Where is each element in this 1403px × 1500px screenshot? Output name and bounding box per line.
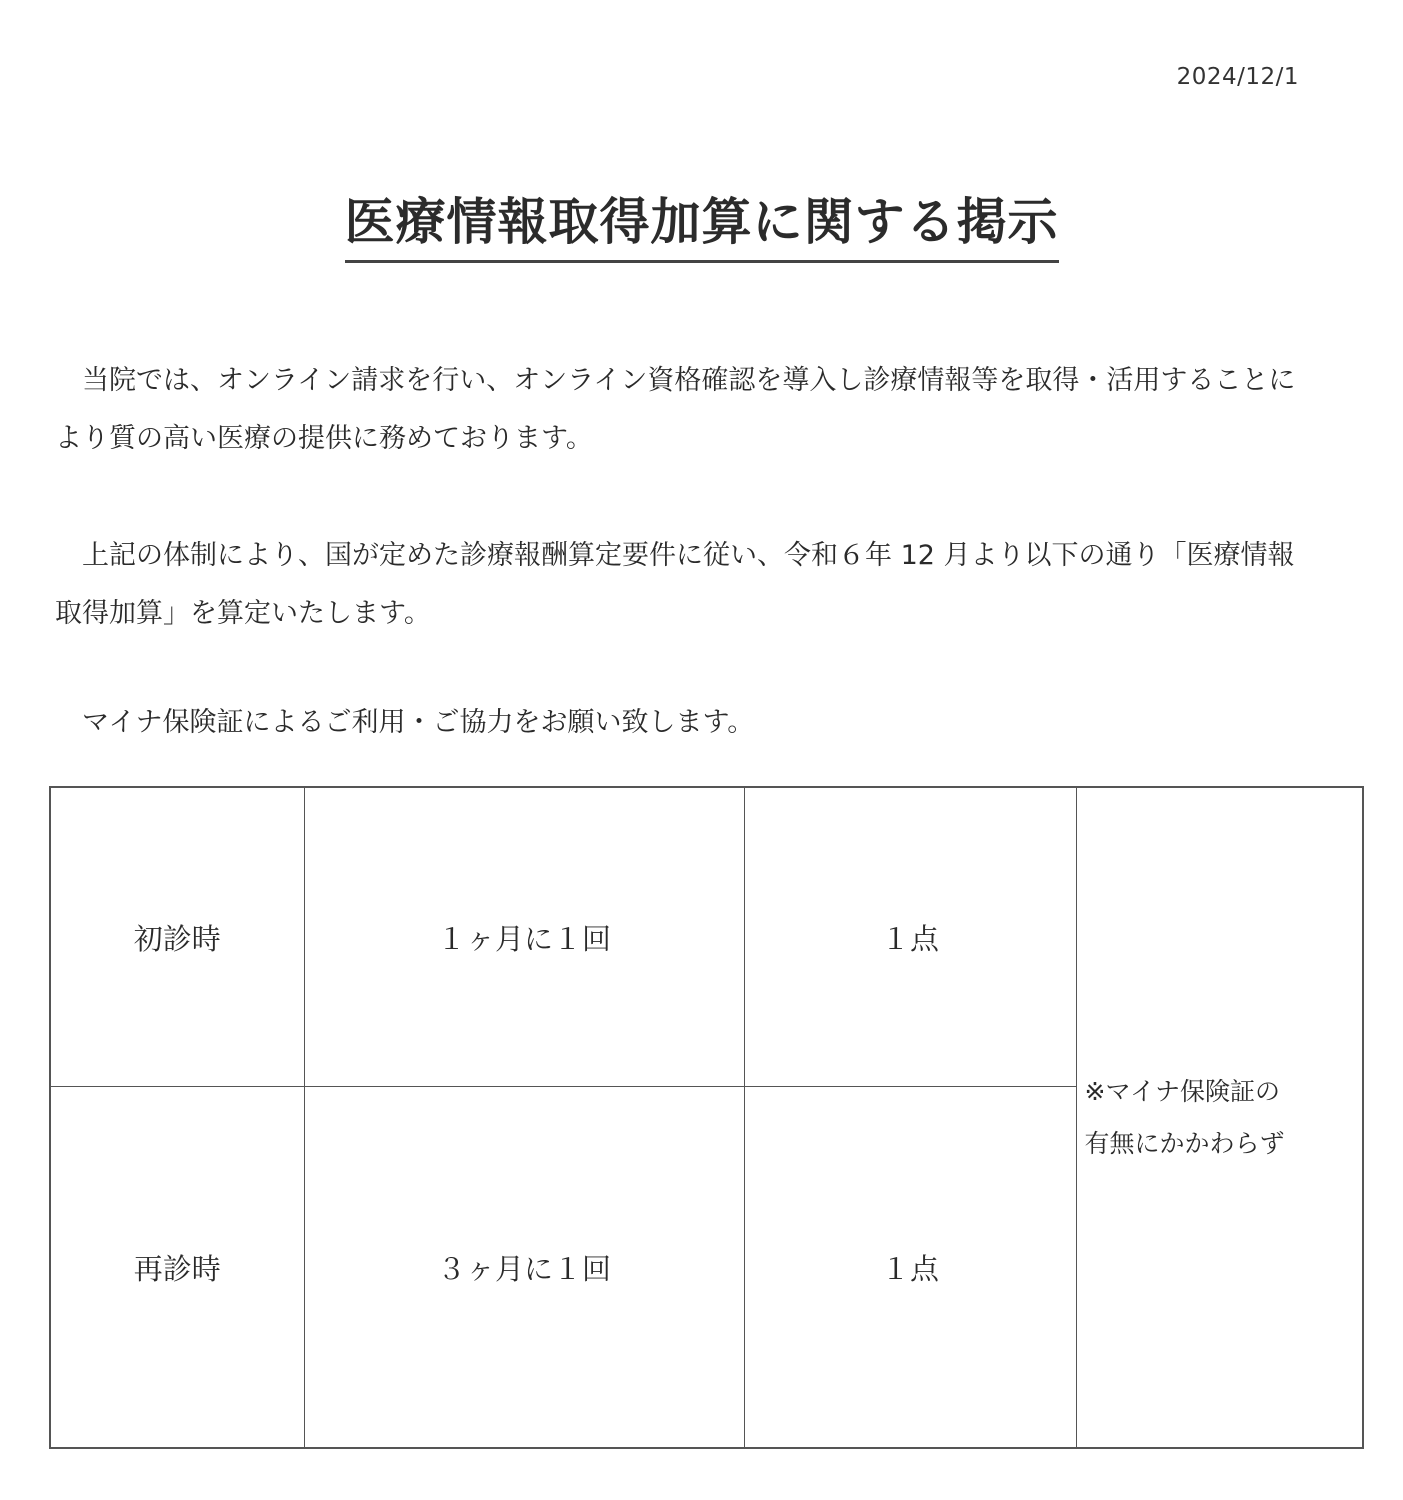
document-date: 2024/12/1 — [1176, 64, 1299, 90]
visit-type-cell: 初診時 — [50, 787, 304, 1087]
note-line-1: ※マイナ保険証の — [1084, 1076, 1280, 1106]
points-cell: １点 — [744, 787, 1076, 1087]
note-line-2: 有無にかかわらず — [1084, 1128, 1285, 1158]
frequency-cell: １ヶ月に１回 — [304, 787, 744, 1087]
table-row — [50, 787, 1363, 1087]
notice-title: 医療情報取得加算に関する掲示 — [345, 182, 1059, 263]
paragraph-billing-info: 上記の体制により、国が定めた診療報酬算定要件に従い、令和６年 12 月より以下の通り「医療情報取得加算」を算定いたします。 — [55, 540, 1295, 629]
paragraph-request: マイナ保険証によるご利用・ご協力をお願い致します。 — [55, 707, 755, 738]
points-cell: １点 — [744, 1087, 1076, 1449]
frequency-cell: ３ヶ月に１回 — [304, 1087, 744, 1449]
visit-type-cell: 再診時 — [50, 1087, 304, 1449]
paragraph-online-system: 当院では、オンライン請求を行い、オンライン資格確認を導入し診療情報等を取得・活用することにより質の高い医療の提供に務めております。 — [55, 365, 1296, 454]
notice-title-wrapper — [0, 182, 1403, 263]
fee-table — [49, 786, 1364, 1449]
note-cell — [1076, 787, 1363, 1448]
